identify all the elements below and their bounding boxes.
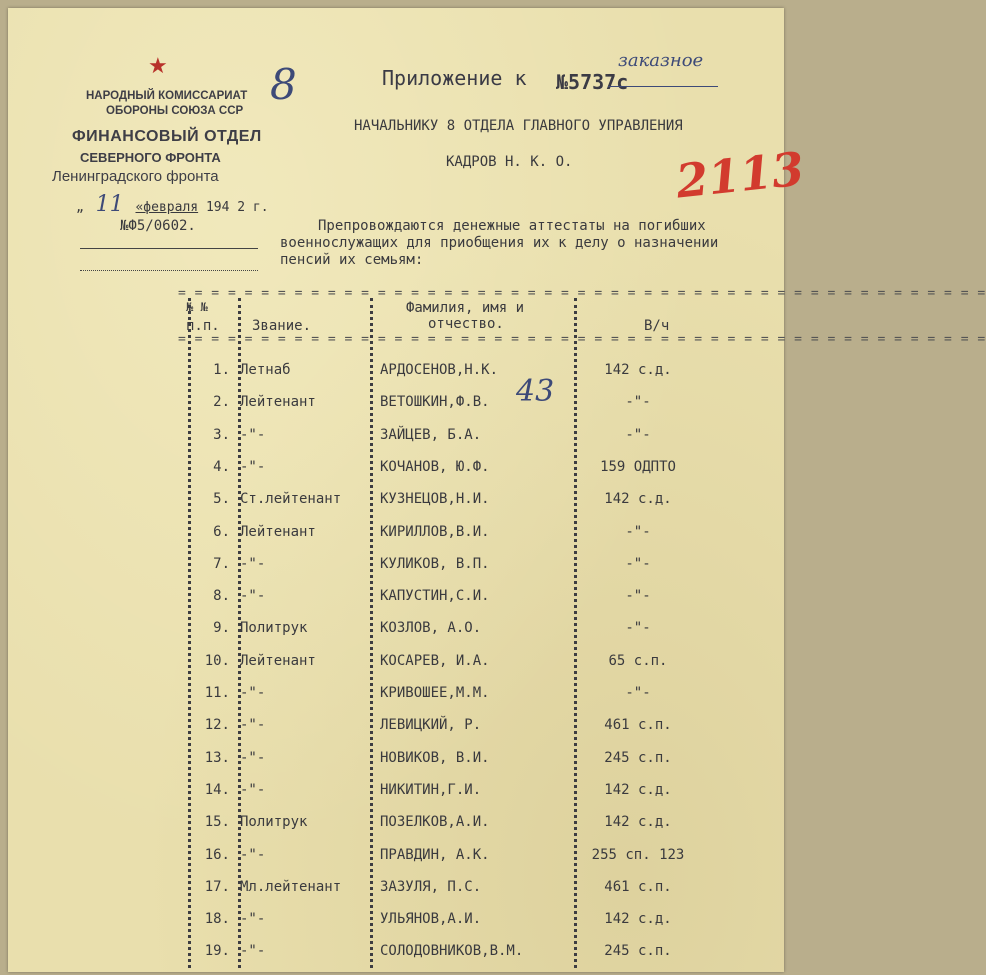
row-military-unit: 245 с.п. xyxy=(604,943,672,960)
row-military-unit: 142 с.д. xyxy=(604,814,672,831)
row-number: 15. xyxy=(204,814,230,831)
row-full-name: КУЗНЕЦОВ,Н.И. xyxy=(380,491,490,508)
stamp-line-defense: ОБОРОНЫ СОЮЗА ССР xyxy=(106,105,244,117)
document-page xyxy=(8,8,986,972)
table-row xyxy=(8,814,784,846)
body-text-line-3: пенсий их семьям: xyxy=(280,252,424,268)
row-number: 8. xyxy=(213,588,230,605)
row-military-unit: 255 сп. 123 xyxy=(591,846,685,863)
row-rank: Летнаб xyxy=(240,362,291,378)
row-full-name: СОЛОДОВНИКОВ,В.М. xyxy=(380,943,524,960)
row-rank: -"- xyxy=(240,846,266,863)
handwritten-page-mark: 8 xyxy=(270,60,297,109)
body-text-line-1: Препровождаются денежные аттестаты на погибших xyxy=(318,218,706,234)
row-full-name: КОЗЛОВ, А.О. xyxy=(380,620,482,637)
row-military-unit: -"- xyxy=(625,394,651,411)
header-unit: В/ч xyxy=(644,318,670,334)
row-rank: Политрук xyxy=(240,620,308,637)
row-number: 4. xyxy=(213,458,230,475)
row-full-name: ВЕТОШКИН,Ф.В. xyxy=(380,394,490,411)
row-rank: -"- xyxy=(240,749,266,766)
row-military-unit: -"- xyxy=(625,588,651,605)
row-military-unit: -"- xyxy=(625,555,651,572)
table-row xyxy=(8,879,784,911)
handwritten-registered-note: заказное xyxy=(618,50,704,71)
row-military-unit: 461 с.п. xyxy=(604,878,672,895)
table-row xyxy=(8,911,784,943)
row-full-name: ЛЕВИЦКИЙ, Р. xyxy=(380,717,482,734)
date-prefix: „ xyxy=(76,200,84,215)
row-number: 2. xyxy=(213,394,230,411)
table-row xyxy=(8,394,784,426)
stamp-line-leningrad-front: Ленинградского фронта xyxy=(52,168,219,185)
row-rank: -"- xyxy=(240,458,266,475)
header-name-top: Фамилия, имя и xyxy=(406,300,525,316)
row-military-unit: 159 ОДПТО xyxy=(600,458,676,475)
date-month: «февраля xyxy=(135,200,199,215)
table-header-rule: = = = = = = = = = = = = = = = = = = = = = = = = = = = = = = = = = = = = = = = = = = = = = = = = = xyxy=(178,332,986,347)
table-row xyxy=(8,750,784,782)
table-row xyxy=(8,427,784,459)
table-row xyxy=(8,847,784,879)
table-row xyxy=(8,459,784,491)
row-rank: Ст.лейтенант xyxy=(240,491,342,508)
attachment-number: №5737с xyxy=(556,70,629,94)
row-number: 3. xyxy=(213,426,230,443)
handwritten-margin-number: 43 xyxy=(516,374,555,409)
row-full-name: АРДОСЕНОВ,Н.К. xyxy=(380,362,499,378)
row-full-name: УЛЬЯНОВ,А.И. xyxy=(380,911,482,928)
stamp-underline xyxy=(80,248,258,249)
row-number: 7. xyxy=(213,555,230,572)
row-full-name: ЗАЙЦЕВ, Б.А. xyxy=(380,426,482,443)
date-day: 11 xyxy=(95,192,124,217)
row-military-unit: -"- xyxy=(625,685,651,701)
red-registration-number: 2113 xyxy=(673,141,807,209)
star-emblem-icon: ★ xyxy=(148,54,168,79)
table-row xyxy=(8,717,784,749)
header-rank: Звание. xyxy=(252,318,312,334)
table-row xyxy=(8,782,784,814)
row-number: 1. xyxy=(213,362,230,378)
handwritten-underline xyxy=(608,86,718,87)
row-number: 9. xyxy=(213,620,230,637)
row-full-name: КОЧАНОВ, Ю.Ф. xyxy=(380,458,490,475)
stamp-underline-dotted xyxy=(80,270,258,271)
row-full-name: НОВИКОВ, В.И. xyxy=(380,749,490,766)
table-row xyxy=(8,943,784,975)
row-military-unit: 142 с.д. xyxy=(604,781,672,798)
row-rank: -"- xyxy=(240,555,266,572)
row-military-unit: -"- xyxy=(625,523,651,540)
table-row xyxy=(8,685,784,717)
row-full-name: КРИВОШЕЕ,М.М. xyxy=(380,685,490,701)
row-number: 10. xyxy=(204,652,230,669)
row-rank: Лейтенант xyxy=(240,523,316,540)
table-row xyxy=(8,491,784,523)
table-row xyxy=(8,620,784,652)
date-year: 194 2 г. xyxy=(205,200,269,215)
row-number: 13. xyxy=(204,749,230,766)
row-full-name: ПОЗЕЛКОВ,А.И. xyxy=(380,814,490,831)
row-number: 6. xyxy=(213,523,230,540)
header-num-bottom: п.п. xyxy=(186,318,220,334)
table-row xyxy=(8,653,784,685)
row-military-unit: 142 с.д. xyxy=(604,491,672,508)
row-number: 18. xyxy=(204,911,230,928)
row-full-name: КИРИЛЛОВ,В.И. xyxy=(380,523,490,540)
attachment-label: Приложение к xyxy=(382,66,527,90)
row-full-name: ЗАЗУЛЯ, П.С. xyxy=(380,878,482,895)
row-rank: -"- xyxy=(240,588,266,605)
table-row xyxy=(8,362,784,394)
row-rank: -"- xyxy=(240,781,266,798)
header-num-top: № № xyxy=(186,300,208,314)
table-row xyxy=(8,588,784,620)
row-number: 12. xyxy=(204,717,230,734)
outgoing-number: №Ф5/0602. xyxy=(120,218,196,234)
row-rank: -"- xyxy=(240,685,266,701)
stamp-line-commissariat: НАРОДНЫЙ КОМИССАРИАТ xyxy=(86,90,248,102)
row-number: 14. xyxy=(204,781,230,798)
row-rank: Политрук xyxy=(240,814,308,831)
row-full-name: КУЛИКОВ, В.П. xyxy=(380,555,490,572)
row-number: 11. xyxy=(204,685,230,701)
row-military-unit: 245 с.п. xyxy=(604,749,672,766)
row-full-name: КОСАРЕВ, И.А. xyxy=(380,652,490,669)
stamp-date xyxy=(76,192,269,217)
table-row xyxy=(8,524,784,556)
row-military-unit: 65 с.п. xyxy=(608,652,668,669)
row-full-name: ПРАВДИН, А.К. xyxy=(380,846,490,863)
row-rank: Лейтенант xyxy=(240,652,316,669)
stamp-line-northern-front: СЕВЕРНОГО ФРОНТА xyxy=(80,150,221,165)
row-rank: -"- xyxy=(240,911,266,928)
body-text-line-2: военнослужащих для приобщения их к делу о назначении xyxy=(280,235,719,251)
row-rank: -"- xyxy=(240,717,266,734)
table-row xyxy=(8,556,784,588)
row-military-unit: -"- xyxy=(625,620,651,637)
row-rank: Лейтенант xyxy=(240,394,316,411)
row-number: 5. xyxy=(213,491,230,508)
table-top-rule: = = = = = = = = = = = = = = = = = = = = = = = = = = = = = = = = = = = = = = = = = = = = = = = = = xyxy=(178,286,986,301)
row-number: 17. xyxy=(204,878,230,895)
addressee-line-2: КАДРОВ Н. К. О. xyxy=(446,154,573,170)
row-military-unit: 142 с.д. xyxy=(604,362,672,378)
row-number: 16. xyxy=(204,846,230,863)
row-rank: Мл.лейтенант xyxy=(240,878,342,895)
row-number: 19. xyxy=(204,943,230,960)
row-full-name: НИКИТИН,Г.И. xyxy=(380,781,482,798)
header-name-bottom: отчество. xyxy=(428,316,504,332)
row-military-unit: 461 с.п. xyxy=(604,717,672,734)
row-military-unit: -"- xyxy=(625,426,651,443)
row-military-unit: 142 с.д. xyxy=(604,911,672,928)
stamp-line-finance-dept: ФИНАНСОВЫЙ ОТДЕЛ xyxy=(72,128,262,145)
row-rank: -"- xyxy=(240,426,266,443)
addressee-line-1: НАЧАЛЬНИКУ 8 ОТДЕЛА ГЛАВНОГО УПРАВЛЕНИЯ xyxy=(354,118,683,134)
row-rank: -"- xyxy=(240,943,266,960)
row-full-name: КАПУСТИН,С.И. xyxy=(380,588,490,605)
